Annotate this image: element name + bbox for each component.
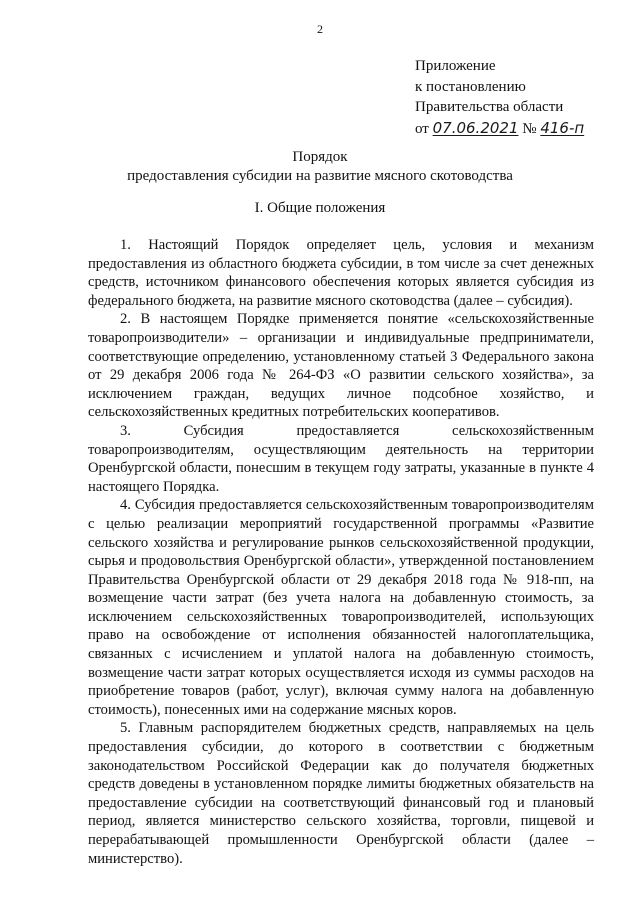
paragraph-2: 2. В настоящем Порядке применяется понятие «сельскохозяйственные товаропроизводители» – организации и индивидуальные предприниматели, соответствующие определению, установленному статьей 3 Федерального закона от 29 декабря 2006 года № 264-ФЗ «О развитии сельского хозяйства», за исключением граждан, ведущих личное подсобное хозяйство, и сельскохозяйственных кредитных потребительских кооперативов. [88,311,594,421]
page-number: 2 [317,22,323,36]
appendix-block [415,56,584,139]
appendix-date-line [415,118,584,140]
appendix-date: 07.06.2021 [432,118,519,137]
paragraph-3: 3. Субсидия предоставляется сельскохозяйственным товаропроизводителям, осуществляющим деятельность на территории Оренбургской области, понесшим в текущем году затраты, указанные в пункте 4 настоящего Порядка. [88,422,594,495]
document-title [0,148,640,186]
appendix-line-3: Правительства области [415,99,564,115]
appendix-from-label: от [415,120,429,137]
title-line-1: Порядок [292,149,348,165]
appendix-number-sign: № [522,120,537,137]
paragraph-5: 5. Главным распорядителем бюджетных средств, направляемых на цель предоставления субсидии, до которого в соответствии с бюджетным законодательством Российской Федерации как до получателя бюджетных средств доведены в установленном порядке лимиты бюджетных обязательств на предоставление субсидии на соответствующий финансовый год и плановый период, является министерство сельского хозяйства, торговли, пищевой и перерабатывающей промышленности Оренбургской области (далее – министерство). [88,720,594,867]
section-heading: I. Общие положения [254,200,386,216]
appendix-number: 416-п [540,118,585,137]
appendix-line-2: к постановлению [415,78,526,95]
paragraph-4: 4. Субсидия предоставляется сельскохозяйственным товаропроизводителям с целью реализации мероприятий государственной программы «Развитие сельского хозяйства и регулирование рынков сельскохозяйственной продукции, сырья и продовольствия Оренбургской области», утвержденной постановлением Правительства Оренбургской области от 29 декабря 2018 года № 918-пп, на возмещение части затрат (без учета налога на добавленную стоимость, за исключением сельскохозяйственных товаропроизводителей, использующих право на освобождение от исполнения обязанностей налогоплательщика, связанных с исчислением и уплатой налога на добавленную стоимость, возмещение части затрат которых осуществляется исходя из суммы расходов на приобретение товаров (работ, услуг), включая сумму налога на добавленную стоимость), понесенных ими на содержание мясных коров. [88,497,594,718]
appendix-line-1: Приложение [415,58,496,74]
paragraph-1: 1. Настоящий Порядок определяет цель, условия и механизм предоставления из областного бюджета субсидии, в том числе за счет денежных средств, источником финансового обеспечения которых является субсидия из федерального бюджета, на развитие мясного скотоводства (далее – субсидия). [88,237,594,309]
title-line-2: предоставления субсидии на развитие мясного скотоводства [127,168,513,184]
document-body [88,236,594,868]
